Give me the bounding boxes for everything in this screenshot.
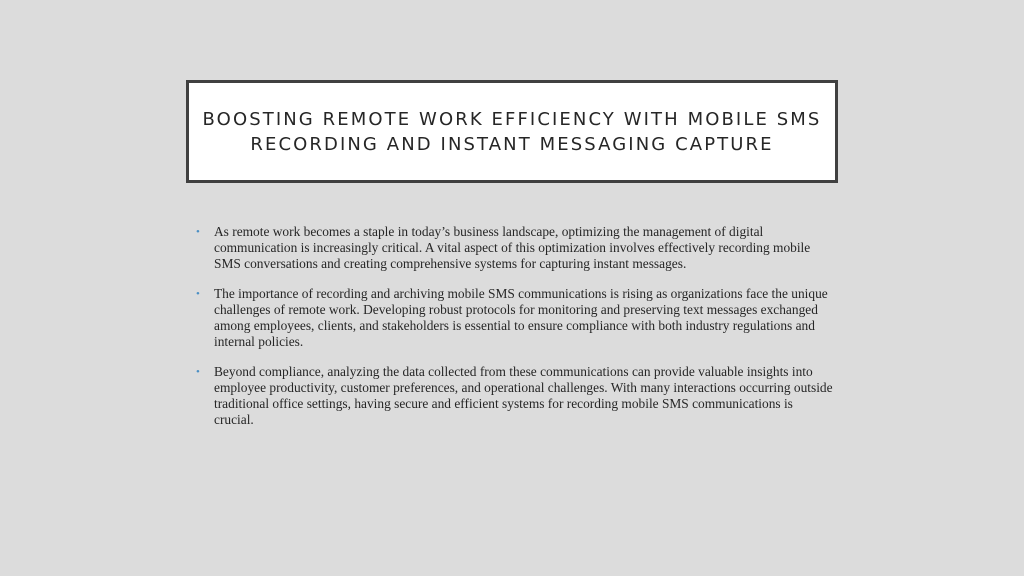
bullet-item [196, 286, 836, 350]
slide-title: BOOSTING REMOTE WORK EFFICIENCY WITH MOBILE SMS RECORDING AND INSTANT MESSAGING CAPTURE [202, 108, 822, 155]
bullet-list [196, 224, 836, 442]
bullet-text: Beyond compliance, analyzing the data collected from these communications can provide valuable insights into employee productivity, customer preferences, and operational challenges. With many interactions occurring outside traditional office settings, having secure and efficient systems for recording mobile SMS communications is crucial. [214, 364, 833, 427]
bullet-dot-icon: • [196, 226, 200, 238]
bullet-text: The importance of recording and archiving mobile SMS communications is rising as organizations face the unique challenges of remote work. Developing robust protocols for monitoring and preserving text messages exchanged among employees, clients, and stakeholders is essential to ensure compliance with both industry regulations and internal policies. [214, 286, 828, 349]
bullet-item [196, 364, 836, 428]
title-box [186, 80, 838, 183]
bullet-dot-icon: • [196, 288, 200, 300]
bullet-dot-icon: • [196, 366, 200, 378]
bullet-text: As remote work becomes a staple in today’s business landscape, optimizing the management of digital communication is increasingly critical. A vital aspect of this optimization involves effectively recording mobile SMS conversations and creating comprehensive systems for capturing instant messages. [214, 224, 811, 271]
bullet-item [196, 224, 836, 272]
